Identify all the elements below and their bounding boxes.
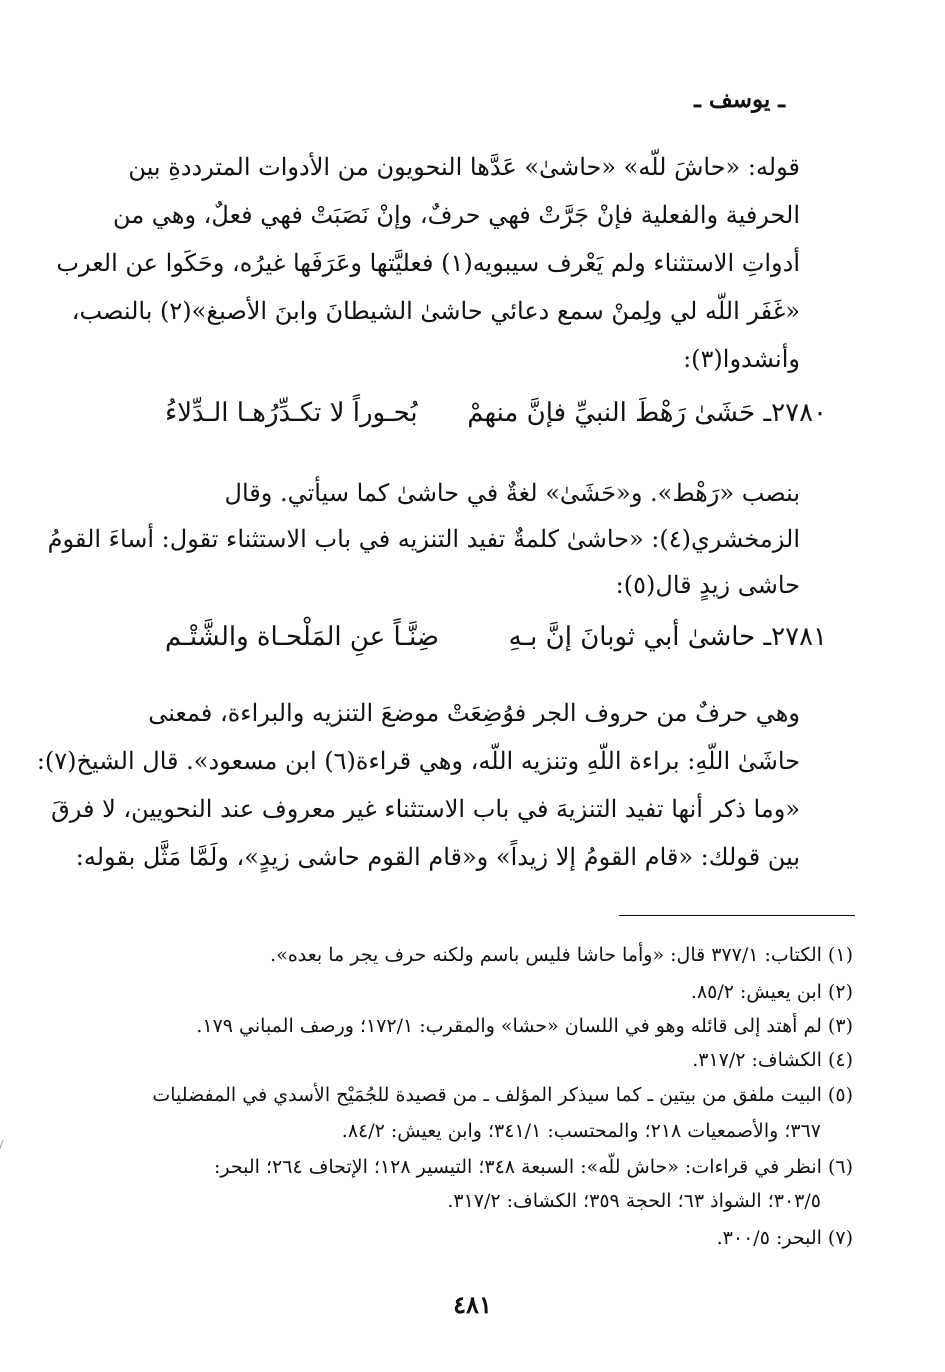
body-line: الحرفية والفعلية فإنْ جَرَّتْ فهي حرفٌ، وإنْ نَصَبَتْ فهي فعلٌ، وهي من (113, 201, 800, 229)
body-line: قوله: «حاشَ للّه» «حاشىٰ» عَدَّها النحويون من الأدوات المترددةِ بين (128, 153, 800, 181)
footnote-1: (١) الكتاب: ٣٧٧/١ قال: «وأما حاشا فليس باسم ولكنه حرف يجر ما بعده». (270, 944, 853, 966)
footnote-5-continuation: ٣٦٧؛ والأصمعيات ٢١٨؛ والمحتسب: ٣٤١/١؛ وابن يعيش: ٨٤/٢. (341, 1120, 821, 1142)
page-number: ٤٨١ (453, 1290, 492, 1319)
footnote-3: (٣) لم أهتد إلى قائله وهو في اللسان «حشا» والمقرب: ١٧٢/١؛ ورصف المباني ١٧٩. (196, 1015, 853, 1037)
footnote-7: (٧) البحر: ٣٠٠/٥. (716, 1227, 853, 1249)
verse-second-hemistich: بُحـوراً لا تكـدِّرُهـا الـدِّلاءُ (165, 398, 418, 428)
footnote-6-continuation: ٣٠٣/٥؛ الشواذ ٦٣؛ الحجة ٣٥٩؛ الكشاف: ٣١٧/٢. (447, 1190, 821, 1212)
body-line: الزمخشري(٤): «حاشىٰ كلمةٌ تفيد التنزيه في باب الاستثناء تقول: أساءَ القومُ (47, 525, 800, 553)
running-header: ـ يوسف ـ (694, 86, 785, 113)
body-line: بنصب «رَهْط». و«حَشَىٰ» لغةٌ في حاشىٰ كما سيأتي. وقال (224, 479, 800, 507)
body-line: حاشى زيدٍ قال(٥): (615, 571, 800, 599)
body-line: بين قولك: «قام القومُ إلا زيداً» و«قام القوم حاشى زيدٍ»، ولَمَّا مَثَّل بقوله: (75, 843, 800, 871)
footnote-6: (٦) انظر في قراءات: «حاش للّه»: السبعة ٣٤٨؛ التيسير ١٢٨؛ الإتحاف ٢٦٤؛ البحر: (214, 1156, 853, 1178)
body-line: «وما ذكر أنها تفيد التنزيهَ في باب الاستثناء غير معروف عند النحويين، لا فرقَ (51, 795, 800, 823)
verse-second-hemistich: ضِنَّـاً عنِ المَلْحـاة والشَّتْـم (165, 622, 439, 652)
body-line: وهي حرفٌ من حروف الجر فوُضِعَتْ موضعَ التنزيه والبراءة، فمعنى (148, 699, 800, 727)
verse-first-hemistich: ٢٧٨٠ـ حَشَىٰ رَهْطَ النبيِّ فإنَّ منهمْ (467, 398, 827, 428)
footnote-4: (٤) الكشاف: ٣١٧/٢. (692, 1049, 853, 1071)
footnote-2: (٢) ابن يعيش: ٨٥/٢. (690, 981, 853, 1003)
body-line: حاشَىٰ اللّهِ: براءة اللّهِ وتنزيه اللّه، وهي قراءة(٦) ابن مسعود». قال الشيخ(٧): (36, 747, 800, 775)
footnote-5: (٥) البيت ملفق من بيتين ـ كما سيذكر المؤلف ـ من قصيدة للجُمَيْح الأسدي في المفضليات (152, 1084, 853, 1106)
body-line: وأنشدوا(٣): (683, 345, 800, 373)
body-line: «غَفَر اللّه لي ولِمنْ سمع دعائي حاشىٰ الشيطانَ وابنَ الأصبغ»(٢) بالنصب، (71, 297, 800, 325)
footnote-separator (619, 915, 855, 916)
body-line: أدواتِ الاستثناء ولم يَعْرف سيبويه(١) فعليَّتها وعَرَفَها غيرُه، وحَكَوا عن العرب (56, 249, 800, 277)
verse-first-hemistich: ٢٧٨١ـ حاشىٰ أبي ثوبانَ إنَّ بـهِ (508, 622, 827, 652)
